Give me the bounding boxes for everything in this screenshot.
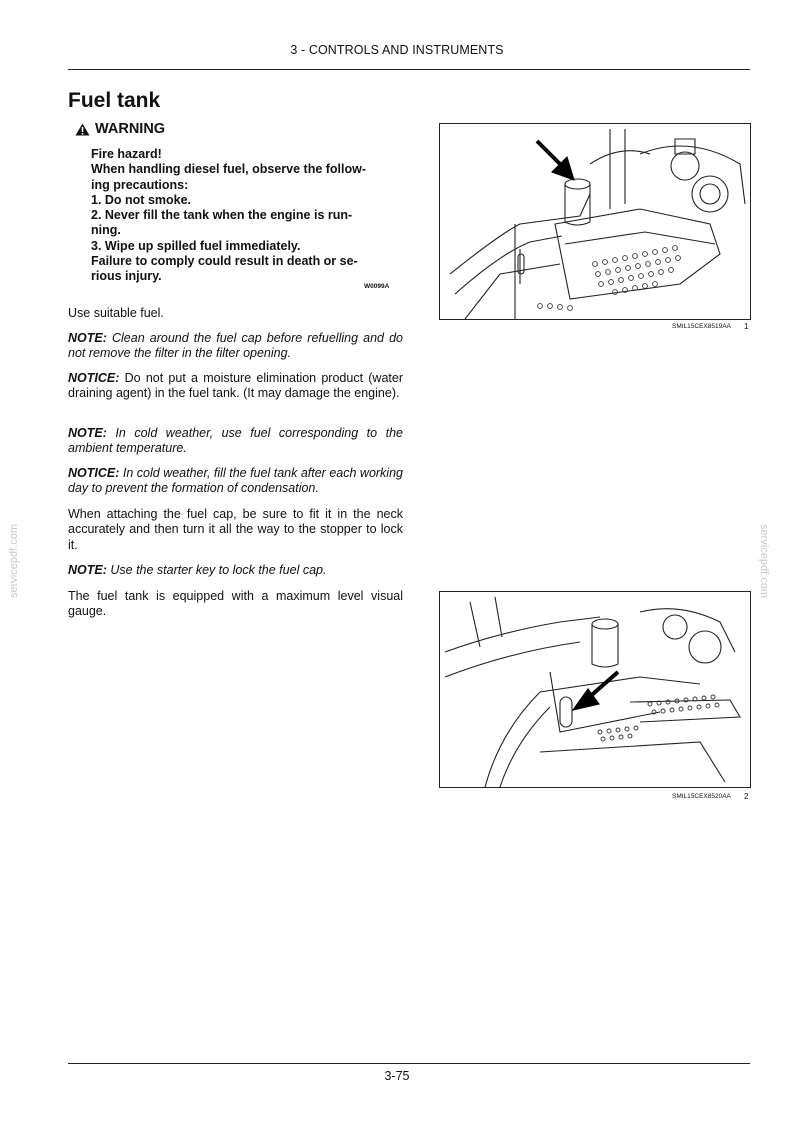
warning-triangle-icon: [75, 123, 90, 136]
note-label: NOTE:: [68, 563, 107, 577]
notice-label: NOTICE:: [68, 371, 120, 385]
arrow-indicator: [537, 141, 574, 180]
warning-line: ing precautions:: [91, 177, 189, 192]
note-text: Use the starter key to lock the fuel cap.: [106, 563, 327, 577]
figure-2-number: 2: [744, 792, 749, 801]
sight-gauge: [560, 697, 572, 727]
header-rule: [68, 69, 750, 70]
paragraph-level-gauge: The fuel tank is equipped with a maximum level visual gauge.: [68, 589, 403, 619]
watermark-right: servicepdf.com: [757, 524, 770, 598]
watermark-left: servicepdf.com: [7, 524, 20, 598]
arrow-indicator: [573, 672, 618, 710]
figure-fuel-cap: [439, 123, 751, 320]
warning-line: When handling diesel fuel, observe the follow-: [91, 162, 367, 177]
warning-line: ning.: [91, 223, 121, 238]
warning-line: Failure to comply could result in death or se-: [91, 254, 358, 269]
note-cold-weather: [68, 426, 403, 457]
notice-label: NOTICE:: [68, 466, 120, 480]
warning-line: 1. Do not smoke.: [91, 192, 192, 207]
notice-text: In cold weather, fill the fuel tank after each working day to prevent the formation of condensation.: [68, 466, 403, 496]
warning-line: 2. Never fill the tank when the engine is run-: [91, 208, 353, 223]
page-title: Fuel tank: [68, 89, 161, 112]
warning-code: W0099A: [364, 283, 390, 290]
running-header: 3 - CONTROLS AND INSTRUMENTS: [290, 43, 504, 57]
paragraph-fuel: Use suitable fuel.: [68, 306, 164, 320]
figure-1-caption: SMIL15CEX8519AA: [672, 323, 731, 330]
notice-text: Do not put a moisture elimination product (water draining agent) in the fuel tank. (It may damage the engine).: [68, 371, 403, 401]
notice-condensation: [68, 466, 403, 497]
note-label: NOTE:: [68, 426, 107, 440]
warning-body: [91, 147, 383, 285]
note-text: Clean around the fuel cap before refuelling and do not remove the filter in the filter opening.: [68, 331, 403, 361]
perforated-grid: [538, 246, 681, 311]
note-clean-cap: [68, 331, 403, 362]
figure-level-gauge: [439, 591, 751, 788]
notice-moisture: [68, 371, 403, 402]
note-text: In cold weather, use fuel corresponding to the ambient temperature.: [68, 426, 403, 456]
warning-heading: [75, 121, 165, 137]
footer-rule: [68, 1063, 750, 1064]
fuel-cap-illustration: [440, 124, 750, 319]
warning-line: 3. Wipe up spilled fuel immediately.: [91, 238, 301, 253]
figure-1-number: 1: [744, 322, 749, 331]
warning-line: Fire hazard!: [91, 147, 162, 161]
note-label: NOTE:: [68, 331, 107, 345]
level-gauge-illustration: [440, 592, 750, 787]
paragraph-fuel-cap: When attaching the fuel cap, be sure to fit it in the neck accurately and then turn it all the way to the stopper to lock it.: [68, 507, 403, 552]
warning-heading-text: WARNING: [95, 121, 166, 137]
note-starter-key: [68, 563, 403, 578]
warning-line: rious injury.: [91, 269, 162, 284]
figure-2-caption: SMIL15CEX8520AA: [672, 793, 731, 800]
page-number: 3-75: [384, 1069, 410, 1083]
